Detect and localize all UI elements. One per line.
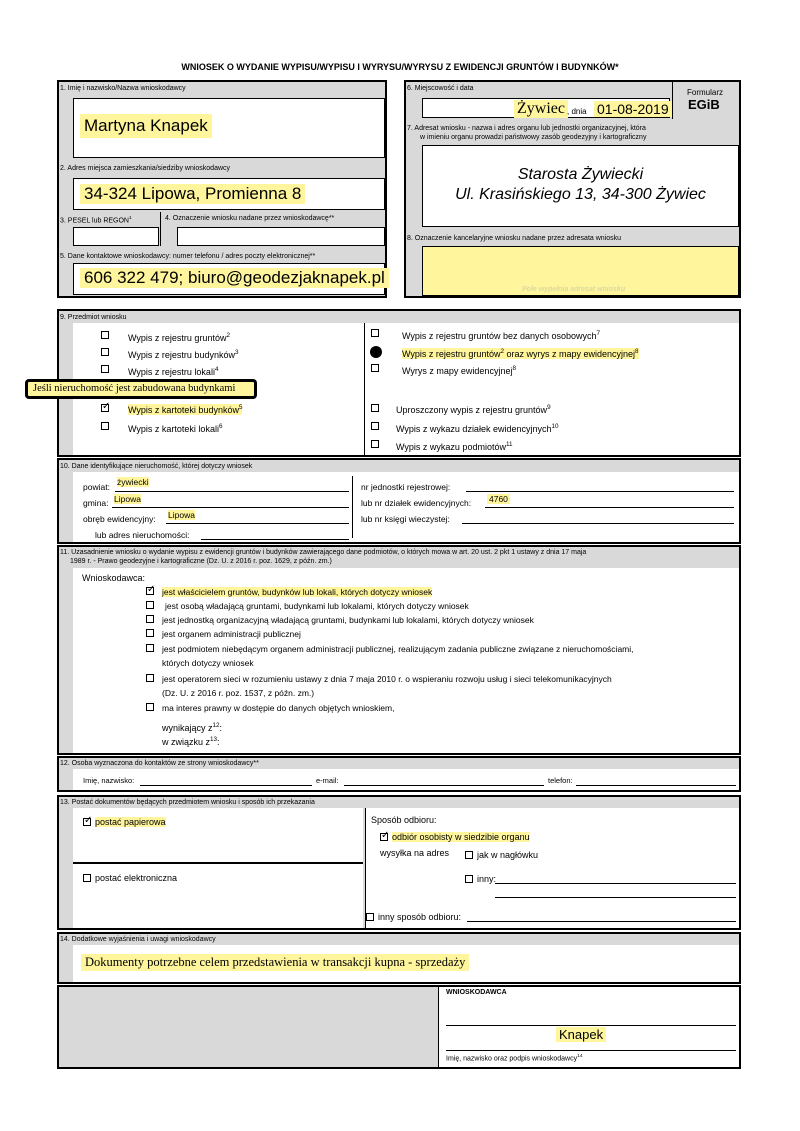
check-s11-7[interactable] bbox=[146, 703, 154, 711]
option-inny: inny: bbox=[477, 874, 497, 884]
option-paper: postać papierowa bbox=[95, 817, 166, 827]
option-electronic: postać elektroniczna bbox=[95, 873, 178, 883]
option-s9-l5: Wypis z kartoteki lokali$^6$ bbox=[128, 423, 223, 434]
label-s3: 3. PESEL lub REGON$^1$ bbox=[60, 216, 132, 225]
property-divider bbox=[352, 476, 353, 538]
line-inny-sposob bbox=[467, 921, 736, 922]
value-contact: 606 322 479; biuro@geodezjaknapek.pl bbox=[80, 268, 389, 288]
label-obreb: obręb ewidencyjny: bbox=[83, 514, 156, 524]
divider-s3-s4 bbox=[160, 212, 161, 246]
option-inny-sposob: inny sposób odbioru: bbox=[378, 912, 462, 922]
check-s11-6[interactable] bbox=[146, 674, 154, 682]
value-obreb: Lipowa bbox=[168, 510, 195, 520]
check-s9-l2[interactable] bbox=[101, 348, 109, 356]
label-kw: lub nr księgi wieczystej: bbox=[361, 514, 450, 524]
check-s9-l4[interactable] bbox=[101, 404, 109, 412]
label-s8: 8. Oznaczenie kancelaryjne wniosku nadane przez adresata wniosku bbox=[407, 235, 622, 242]
option-s9-l3: Wypis z rejestru lokali$^4$ bbox=[128, 366, 219, 377]
label-powiat: powiat: bbox=[83, 482, 110, 492]
label-wynikajacy: wynikający $z^{12}$: bbox=[162, 722, 223, 733]
check-naglowek[interactable] bbox=[465, 851, 473, 859]
form-code: EGiB bbox=[688, 97, 720, 112]
line-dz bbox=[485, 507, 734, 508]
check-s9-r4[interactable] bbox=[371, 404, 379, 412]
label-s9: 9. Przedmiot wniosku bbox=[60, 314, 127, 321]
office-note: Pole wypełnia adresat wniosku bbox=[522, 286, 626, 293]
label-contact-name: Imię, nazwisko: bbox=[83, 776, 135, 785]
option-s11-5: jest podmiotem niebędącym organem administracji publicznej, realizującym zadania publiczne związane z nieruchomościami, bbox=[162, 644, 634, 654]
label-wysylka: wysyłka na adres bbox=[380, 848, 450, 858]
signature-caption: Imię, nazwisko oraz podpis wnioskodawcy$^{14}$ bbox=[446, 1054, 583, 1063]
option-naglowek: jak w nagłówku bbox=[477, 850, 539, 860]
line-inny-1 bbox=[495, 883, 736, 884]
option-s9-l2: Wypis z rejestru budynków$^3$ bbox=[128, 349, 239, 360]
label-s4: 4. Oznaczenie wniosku nadane przez wnioskodawcę** bbox=[165, 215, 335, 222]
check-s11-3[interactable] bbox=[146, 615, 154, 623]
check-s9-r1[interactable] bbox=[371, 329, 379, 337]
label-s7: 7. Adresat wniosku - nazwa i adres organu lub jednostki organizacyjnej, która bbox=[407, 125, 646, 132]
signature-label: WNIOSKODAWCA bbox=[446, 989, 507, 996]
value-addressee-2: Ul. Krasińskiego 13, 34-300 Żywiec bbox=[455, 186, 706, 203]
line-kw bbox=[462, 523, 734, 524]
label-wnioskodawca: Wnioskodawca: bbox=[82, 573, 146, 583]
check-s11-2[interactable] bbox=[146, 601, 154, 609]
check-osobisty[interactable] bbox=[380, 833, 388, 841]
line-gmina bbox=[112, 507, 349, 508]
label-s12: 12. Osoba wyznaczona do kontaktów ze strony wnioskodawcy** bbox=[60, 760, 259, 767]
label-gmina: gmina: bbox=[83, 498, 109, 508]
label-s11: 11. Uzasadnienie wniosku o wydanie wypisu z ewidencji gruntów i budynków zawierającego dane podmiotów, o których mowa w art. 20 ust. 2 pkt 1 ustawy z dnia 17 maja bbox=[60, 549, 587, 556]
check-s9-r5[interactable] bbox=[371, 422, 379, 430]
line-contact-tel bbox=[576, 785, 736, 786]
label-s2: 2. Adres miejsca zamieszkania/siedziby wnioskodawcy bbox=[60, 165, 231, 172]
check-paper[interactable] bbox=[83, 818, 91, 826]
line-contact-email bbox=[344, 785, 544, 786]
option-s9-r3: Wyrys z mapy ewidencyjnej$^8$ bbox=[402, 365, 516, 376]
option-s11-3: jest jednostką organizacyjną władającą gruntami, budynkami lub lokalami, których dotyczy wniosek bbox=[162, 615, 534, 625]
form-title: WNIOSEK O WYDANIE WYPISU/WYPISU I WYRYSU/WYRYSU Z EWIDENCJI GRUNTÓW I BUDYNKÓW* bbox=[181, 62, 619, 72]
check-s9-r6[interactable] bbox=[371, 440, 379, 448]
value-remarks: Dokumenty potrzebne celem przedstawienia w transakcji kupna - sprzedaży bbox=[81, 954, 469, 971]
check-s9-l1[interactable] bbox=[101, 331, 109, 339]
check-s9-l5[interactable] bbox=[101, 422, 109, 430]
line-contact-name bbox=[140, 785, 312, 786]
line-signature-1 bbox=[446, 1025, 736, 1026]
contact-person-panel bbox=[73, 769, 739, 790]
field-applicant-ref[interactable] bbox=[177, 227, 385, 246]
check-s11-4[interactable] bbox=[146, 629, 154, 637]
check-s9-r3[interactable] bbox=[371, 364, 379, 372]
label-w-zwiazku: w związku $z^{13}$: bbox=[162, 736, 220, 747]
label-s5: 5. Dane kontaktowe wnioskodawcy: numer telefonu / adres poczty elektronicznej** bbox=[60, 253, 316, 260]
delivery-form-divider bbox=[73, 862, 363, 864]
value-name: Martyna Knapek bbox=[80, 114, 212, 138]
label-s14: 14. Dodatkowe wyjaśnienia i uwagi wnioskodawcy bbox=[60, 936, 216, 943]
label-s13: 13. Postać dokumentów będących przedmiotem wniosku i sposób ich przekazania bbox=[60, 799, 315, 806]
option-s9-r2: Wypis z rejestru gruntów$^2$ oraz wyrys z mapy ewidencyjnej$^8$ bbox=[402, 348, 639, 359]
line-inny-2 bbox=[495, 897, 736, 898]
label-dz: lub nr działek ewidencyjnych: bbox=[361, 498, 472, 508]
option-s11-6b: (Dz. U. z 2016 r. poz. 1537, z późn. zm.) bbox=[162, 688, 315, 698]
label-s7b: w imieniu organu prowadzi państwowy zasób geodezyjny i kartograficzny bbox=[420, 134, 647, 141]
label-contact-tel: telefon: bbox=[548, 776, 573, 785]
line-signature-2 bbox=[446, 1050, 736, 1051]
label-contact-email: e-mail: bbox=[316, 776, 339, 785]
check-s9-l3[interactable] bbox=[101, 365, 109, 373]
option-s9-r6: Wypis z wykazu podmiotów$^{11}$ bbox=[396, 441, 513, 452]
label-s6: 6. Miejscowość i data bbox=[407, 85, 474, 92]
label-dnia: , dnia bbox=[567, 107, 587, 116]
check-s11-5[interactable] bbox=[146, 644, 154, 652]
option-s11-4: jest organem administracji publicznej bbox=[162, 629, 301, 639]
value-gmina: Lipowa bbox=[114, 494, 141, 504]
option-osobisty: odbiór osobisty w siedzibie organu bbox=[392, 832, 530, 842]
option-s11-5b: których dotyczy wniosek bbox=[162, 658, 254, 668]
option-s9-r1: Wypis z rejestru gruntów bez danych osobowych$^7$ bbox=[402, 330, 601, 341]
option-s11-2: jest osobą władającą gruntami, budynkami lub lokalami, których dotyczy wniosek bbox=[165, 601, 469, 611]
label-adres: lub adres nieruchomości: bbox=[95, 530, 190, 540]
label-s1: 1. Imię i nazwisko/Nazwa wnioskodawcy bbox=[60, 85, 186, 92]
value-powiat: żywiecki bbox=[117, 477, 149, 487]
value-signature: Knapek bbox=[556, 1027, 606, 1042]
check-inny-sposob[interactable] bbox=[366, 913, 374, 921]
subject-right-panel bbox=[365, 323, 739, 455]
value-dz: 4760 bbox=[489, 494, 508, 504]
label-jr: nr jednostki rejestrowej: bbox=[361, 482, 451, 492]
label-s11b: 1989 r. - Prawo geodezyjne i kartograficzne (Dz. U. z 2016 r. poz. 1629, z późn. zm.) bbox=[70, 558, 332, 565]
field-pesel[interactable] bbox=[73, 227, 159, 246]
option-s9-r5: Wypis z wykazu działek ewidencyjnych$^{10}$ bbox=[396, 423, 559, 434]
check-s11-1[interactable] bbox=[146, 587, 154, 595]
value-address: 34-324 Lipowa, Promienna 8 bbox=[80, 184, 305, 204]
option-s11-7: ma interes prawny w dostępie do danych objętych wnioskiem, bbox=[162, 703, 395, 713]
radio-s9-r2[interactable] bbox=[370, 346, 382, 358]
option-s11-6: jest operatorem sieci w rozumieniu ustawy z dnia 7 maja 2010 r. o wspieraniu rozwoju usług i sieci telekomunikacyjnych bbox=[162, 674, 612, 684]
label-sposob: Sposób odbioru: bbox=[371, 815, 437, 825]
option-s9-l4: Wypis z kartoteki budynków$^5$ bbox=[128, 404, 243, 415]
delivery-method-panel bbox=[365, 808, 739, 928]
check-electronic[interactable] bbox=[83, 874, 91, 882]
annotation-built-property: Jeśli nieruchomość jest zabudowana budynkami bbox=[25, 379, 257, 399]
line-powiat bbox=[115, 491, 349, 492]
line-adres bbox=[201, 539, 349, 540]
option-s9-r4: Uproszczony wypis z rejestru gruntów$^9$ bbox=[396, 404, 551, 415]
value-place: Żywiec bbox=[514, 100, 568, 118]
option-s9-l1: Wypis z rejestru gruntów$^2$ bbox=[128, 332, 230, 343]
value-addressee-1: Starosta Żywiecki bbox=[517, 166, 644, 183]
label-s10: 10. Dane identyfikujące nieruchomość, której dotyczy wniosek bbox=[60, 463, 253, 470]
value-date: 01-08-2019 bbox=[594, 101, 672, 117]
check-inny[interactable] bbox=[465, 875, 473, 883]
form-label: Formularz bbox=[687, 88, 724, 97]
line-jr bbox=[466, 491, 734, 492]
line-obreb bbox=[166, 523, 349, 524]
option-s11-1: jest właścicielem gruntów, budynków lub lokali, których dotyczy wniosek bbox=[162, 587, 433, 597]
